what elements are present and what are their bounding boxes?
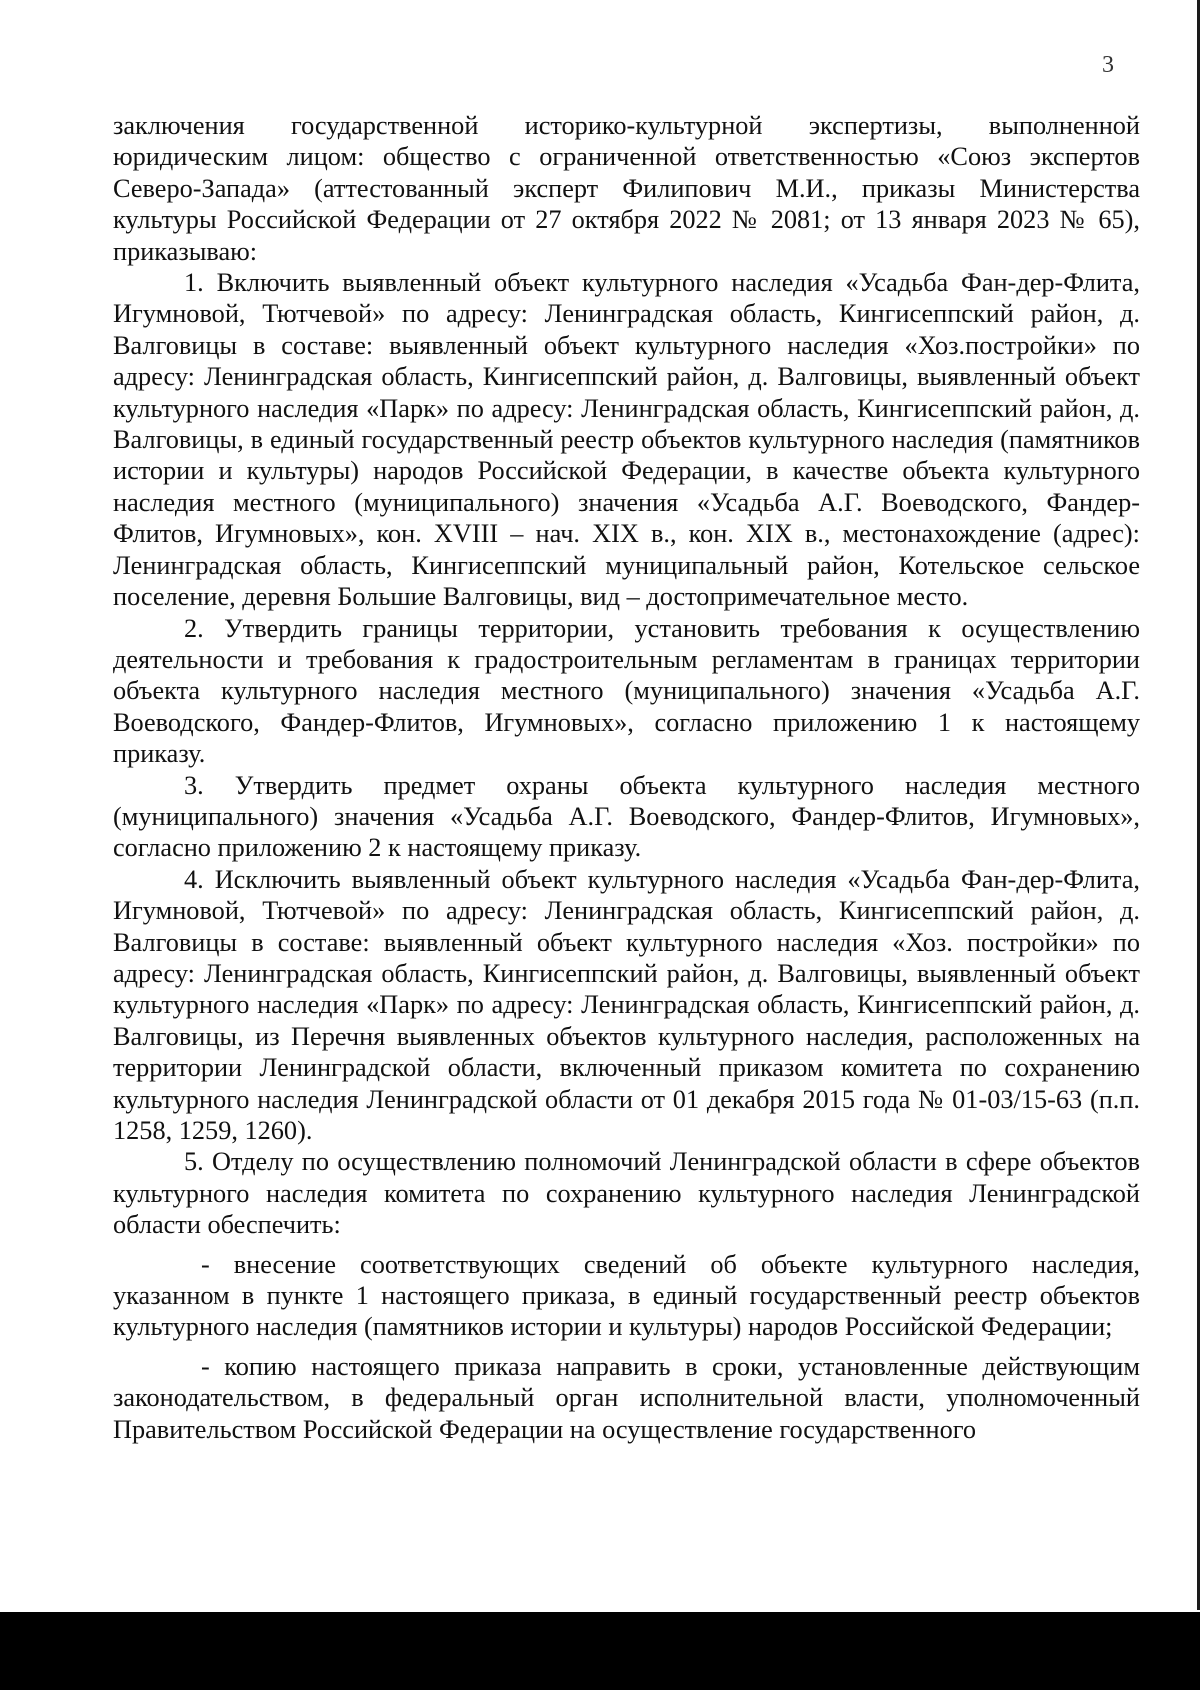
paragraph-item-5: 5. Отделу по осуществлению полномочий Ленинградской области в сфере объектов культурного наследия комитета по сохранению культурного наследия Ленинградской области обеспечить: — [113, 1147, 1140, 1240]
paragraph-intro: заключения государственной историко-культурной экспертизы, выполненной юридическим лицом: общество с ограниченной ответственностью «Союз экспертов Северо-Запада» (аттестованный эксперт Филипович М.И., приказы Министерства культуры Российской Федерации от 27 октября 2022 № 2081; от 13 января 2023 № 65), приказываю: — [113, 111, 1140, 266]
paragraph-item-2: 2. Утвердить границы территории, установить требования к осуществлению деятельности и требования к градостроительным регламентам в границах территории объекта культурного наследия местного (муниципального) значения «Усадьба А.Г. Воеводского, Фандер-Флитов, Игумновых», согласно приложению 1 к настоящему приказу. — [113, 613, 1140, 769]
paragraph-item-3: 3. Утвердить предмет охраны объекта культурного наследия местного (муниципального) значения «Усадьба А.Г. Воеводского, Фандер-Флитов, Игумновых», согласно приложению 2 к настоящему приказу. — [113, 770, 1140, 863]
paragraph-bullet-1: - внесение соответствующих сведений об объекте культурного наследия, указанном в пункте 1 настоящего приказа, в единый государственный реестр объектов культурного наследия (памятников истории и культуры) народов Российской Федерации; — [113, 1249, 1140, 1342]
document-body — [113, 110, 1140, 1445]
paragraph-item-1: 1. Включить выявленный объект культурного наследия «Усадьба Фан-дер-Флита, Игумновой, Тютчевой» по адресу: Ленинградская область, Кингисеппский район, д. Валговицы в составе: выявленный объект культурного наследия «Хоз.постройки» по адресу: Ленинградская область, Кингисеппский район, д. Валговицы, выявленный объект культурного наследия «Парк» по адресу: Ленинградская область, Кингисеппский район, д. Валговицы, в единый государственный реестр объектов культурного наследия (памятников истории и культуры) народов Российской Федерации, в качестве объекта культурного наследия местного (муниципального) значения «Усадьба А.Г. Воеводского, Фандер-Флитов, Игумновых», кон. XVIII – нач. XIX в., кон. XIX в., местонахождение (адрес): Ленинградская область, Кингисеппский муниципальный район, Котельское сельское поселение, деревня Большие Валговицы, вид – достопримечательное место. — [113, 268, 1140, 612]
scan-bottom-bar — [0, 1612, 1200, 1690]
paragraph-item-4: 4. Исключить выявленный объект культурного наследия «Усадьба Фан-дер-Флита, Игумновой, Тютчевой» по адресу: Ленинградская область, Кингисеппский район, д. Валговицы в составе: выявленный объект культурного наследия «Хоз. постройки» по адресу: Ленинградская область, Кингисеппский район, д. Валговицы, выявленный объект культурного наследия «Парк» по адресу: Ленинградская область, Кингисеппский район, д. Валговицы, из Перечня выявленных объектов культурного наследия, расположенных на территории Ленинградской области, включенный приказом комитета по сохранению культурного наследия Ленинградской области от 01 декабря 2015 года № 01-03/15-63 (п.п. 1258, 1259, 1260). — [113, 864, 1140, 1145]
paragraph-bullet-2: - копию настоящего приказа направить в сроки, установленные действующим законодательством, в федеральный орган исполнительной власти, уполномоченный Правительством Российской Федерации на осуществление государственного — [113, 1351, 1140, 1444]
page-number: 3 — [1102, 52, 1114, 78]
